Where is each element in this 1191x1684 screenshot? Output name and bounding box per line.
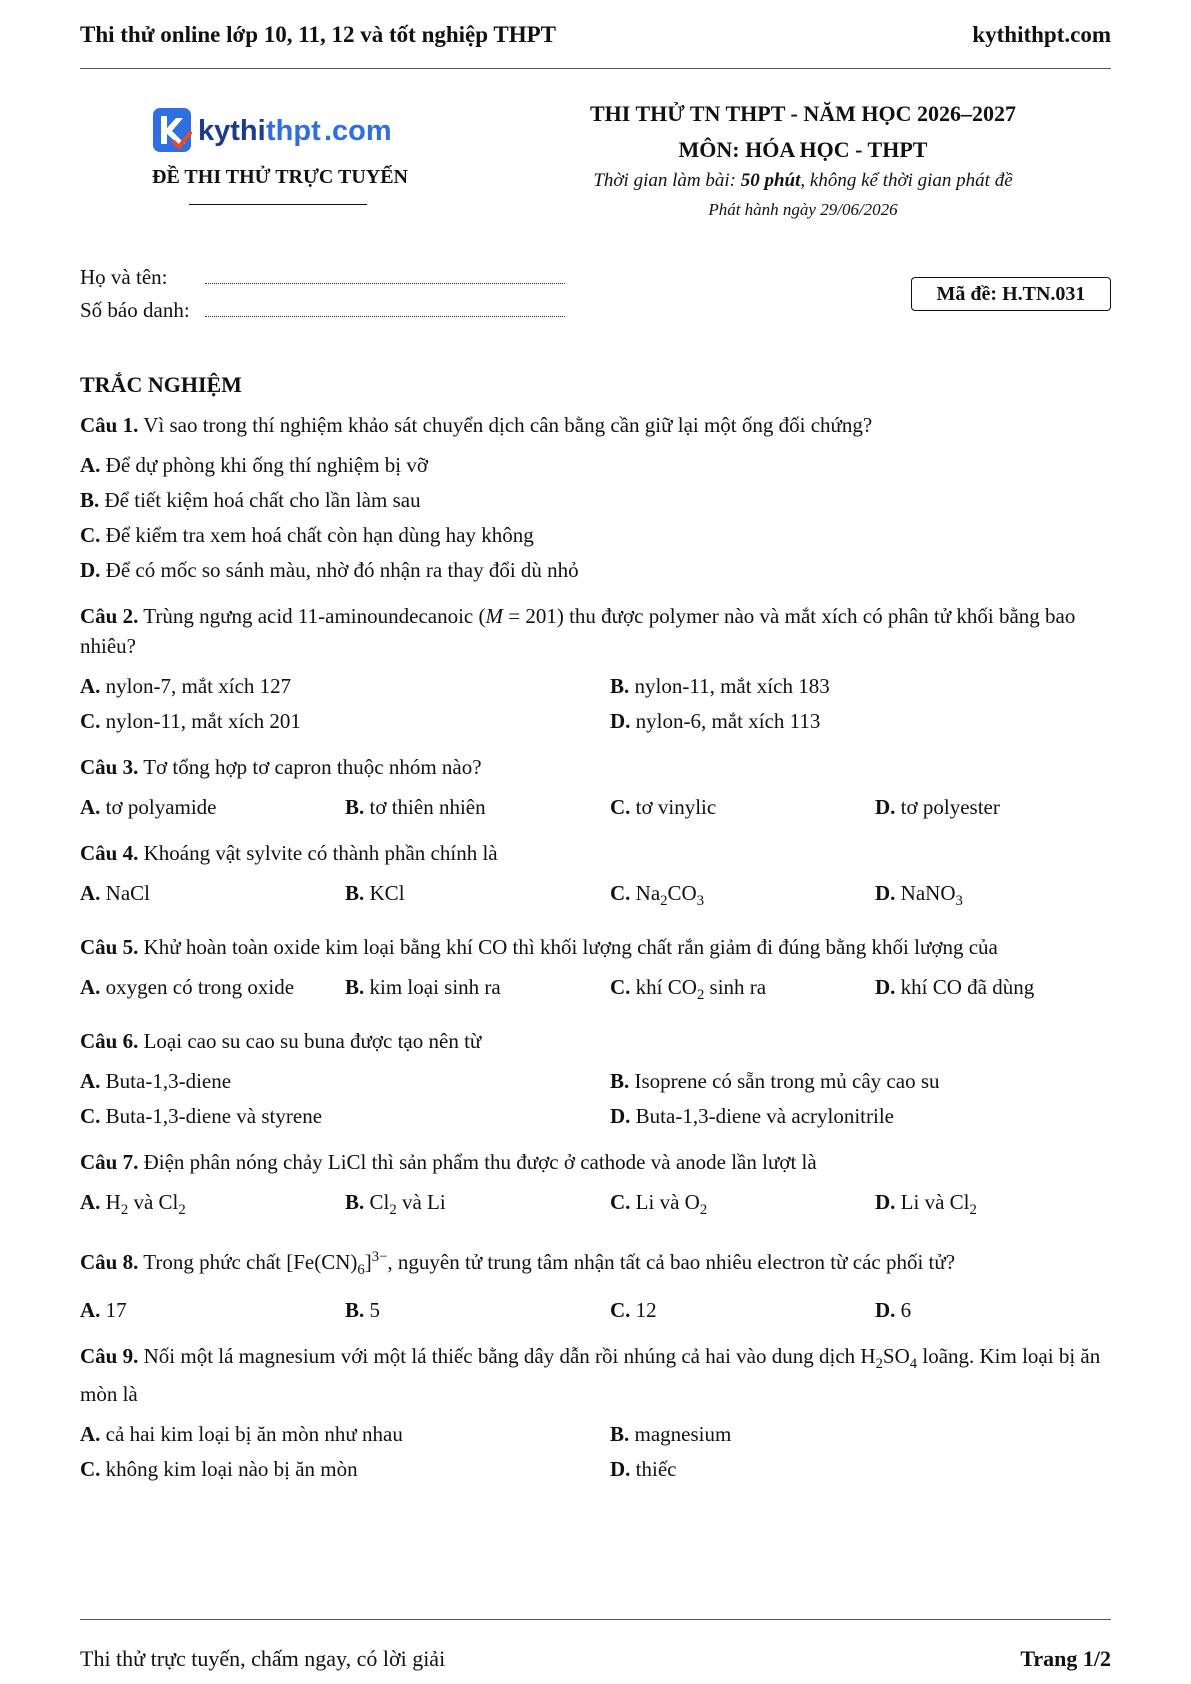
header-left-text: Thi thử online lớp 10, 11, 12 và tốt nghiệp THPT [80,22,556,47]
question-text: , nguyên tử trung tâm nhận tất cả bao nhiêu electron từ các phối tử? [387,1249,956,1274]
section-title: TRẮC NGHIỆM [80,372,242,397]
question-text: Tơ tổng hợp tơ capron thuộc nhóm nào? [143,755,482,779]
answer-option[interactable]: D. tơ polyester [875,795,1000,819]
question-number: Câu 4. [80,841,139,865]
footer-divider [80,1619,1111,1620]
question-list [80,410,1111,1500]
answer-option[interactable]: D. Để có mốc so sánh màu, nhờ đó nhận ra thay đổi dù nhỏ [80,558,579,582]
exam-duration [548,170,1058,192]
question-number: Câu 6. [80,1029,139,1054]
answer-option[interactable]: C. 12 [610,1297,657,1322]
answer-option[interactable]: D. 6 [875,1297,912,1322]
answer-option[interactable]: A. Để dự phòng khi ống thí nghiệm bị vỡ [80,453,428,477]
molar-mass-symbol: M [485,604,503,628]
answer-option[interactable]: C. Để kiểm tra xem hoá chất còn hạn dùng hay không [80,523,534,547]
answer-option[interactable]: B. KCl [345,881,405,905]
question-number: Câu 1. [80,413,139,437]
page-footer [80,1646,1111,1672]
question-text: Trùng ngưng acid 11-aminoundecanoic ( [143,604,486,628]
question-2 [80,601,1111,736]
question-9: Câu 9. Nối một lá magnesium với một lá thiếc bằng dây dẫn rồi nhúng cả hai vào dung dịch $H_2SO_4$ loãng. Kim loại bị ăn mòn là A. cả hai kim loại bị ăn mòn như nhau B. magnesium C. không kim loại nào bị ăn mòn D. thiếc [80,1341,1111,1484]
answer-option[interactable]: D. nylon-6, mắt xích 113 [610,709,821,733]
question-number: Câu 3. [80,755,139,779]
question-text: = 201) thu được polymer nào và mắt xích có phân tử khối bằng bao nhiêu? [80,604,1076,658]
site-logo [152,104,400,156]
answer-option[interactable]: D. khí CO đã dùng [875,975,1035,1000]
question-text: Khoáng vật sylvite có thành phần chính là [143,841,498,865]
answer-option[interactable]: D. NaNO$_3$ [875,881,963,910]
header-site-link[interactable]: kythithpt.com [972,22,1111,47]
subtitle-underline [189,204,367,205]
question-text: Khử hoàn toàn oxide kim loại bằng khí CO thì khối lượng chất rắn giảm đi đúng bằng khối lượng của [143,935,998,960]
question-7 [80,1147,1111,1225]
answer-option[interactable]: C. không kim loại nào bị ăn mòn [80,1456,358,1481]
answer-option[interactable]: A. cả hai kim loại bị ăn mòn như nhau [80,1421,403,1446]
answer-option[interactable]: C. $Na_2CO_3$ [610,881,705,910]
exam-type-subtitle: ĐỀ THI THỬ TRỰC TUYẾN [152,166,408,188]
answer-option[interactable]: B. Isoprene có sẵn trong mủ cây cao su [610,1069,940,1094]
exam-subject: MÔN: HÓA HỌC - THPT [678,137,928,162]
candidate-id-label: Số báo danh: [80,298,190,322]
question-text: Vì sao trong thí nghiệm khảo sát chuyển dịch cân bằng cần giữ lại một ống đối chứng? [143,413,873,437]
footer-tagline: Thi thử trực tuyến, chấm ngay, có lời giải [80,1646,446,1671]
question-8: Câu 8. Trong phức chất $[Fe(CN)_6]^{3-}$, nguyên tử trung tâm nhận tất cả bao nhiêu electron từ các phối tử? A. 17 B. 5 C. 12 D. 6 [80,1242,1111,1325]
answer-option[interactable]: B. tơ thiên nhiên [345,795,486,819]
answer-option[interactable]: C. Li và $O_2$ [610,1190,708,1219]
question-6 [80,1026,1111,1131]
answer-option[interactable]: C. tơ vinylic [610,795,717,819]
answer-option[interactable]: A. 17 [80,1297,127,1322]
question-text: loãng. Kim loại bị ăn mòn là [80,1343,1101,1406]
exam-title: THI THỬ TN THPT - NĂM HỌC 2026–2027 [590,101,1016,126]
question-3 [80,752,1111,822]
answer-option[interactable]: A. tơ polyamide [80,795,217,819]
header-divider [80,68,1111,69]
question-number: Câu 5. [80,935,139,960]
answer-option[interactable]: B. 5 [345,1297,381,1322]
exam-code-box: Mã đề: H.TN.031 [911,277,1111,311]
question-number: Câu 7. [80,1150,139,1175]
question-4 [80,838,1111,916]
answer-option[interactable]: B. kim loại sinh ra [345,975,501,1000]
answer-option[interactable]: A. Buta-1,3-diene [80,1069,232,1094]
answer-option[interactable]: C. nylon-11, mắt xích 201 [80,709,301,733]
question-text: Trong phức chất [Fe(CN) [143,1249,358,1274]
answer-option[interactable]: A. oxygen có trong oxide [80,975,295,1000]
answer-option[interactable]: B. Để tiết kiệm hoá chất cho lần làm sau [80,488,421,512]
question-text: Loại cao su cao su buna được tạo nên từ [143,1029,482,1054]
question-5 [80,932,1111,1010]
name-blank[interactable] [205,269,565,284]
page-number: Trang 1/2 [1020,1646,1111,1671]
answer-option[interactable]: C. khí $CO_2$ sinh ra [610,975,767,1004]
duration-suffix: , không kể thời gian phát đề [800,170,1013,191]
logo-text-accent: thpt [266,115,321,147]
question-text: Nối một lá magnesium với một lá thiếc bằng dây dẫn rồi nhúng cả hai vào dung dịch H [143,1343,876,1368]
answer-option[interactable]: A. $H_2$ và $Cl_2$ [80,1190,186,1219]
release-date: Phát hành ngày 29/06/2026 [708,200,898,219]
logo-text: kythi [198,115,266,147]
answer-option[interactable]: D. Buta-1,3-diene và acrylonitrile [610,1104,894,1129]
exam-title-block [548,96,1058,220]
candidate-id-field[interactable] [80,298,565,323]
name-label: Họ và tên: [80,265,168,289]
duration-prefix: Thời gian làm bài: [593,170,741,191]
answer-option[interactable]: A. nylon-7, mắt xích 127 [80,674,292,698]
question-number: Câu 9. [80,1343,139,1368]
answer-option[interactable]: D. Li và $Cl_2$ [875,1190,977,1219]
logo-text-suffix: .com [324,115,392,147]
answer-option[interactable]: A. NaCl [80,881,150,905]
answer-option[interactable]: B. $Cl_2$ và Li [345,1190,446,1219]
candidate-id-blank[interactable] [205,302,565,317]
question-number: Câu 2. [80,604,139,628]
answer-option[interactable]: D. thiếc [610,1456,677,1481]
answer-option[interactable]: B. nylon-11, mắt xích 183 [610,674,830,698]
question-text: Điện phân nóng chảy LiCl thì sản phẩm thu được ở cathode và anode lần lượt là [143,1150,817,1175]
running-header [80,22,1111,48]
duration-value: 50 phút [740,170,801,191]
answer-option[interactable]: C. Buta-1,3-diene và styrene [80,1104,323,1129]
name-field[interactable] [80,265,565,290]
logo-icon [152,104,400,156]
answer-option[interactable]: B. magnesium [610,1421,732,1446]
question-number: Câu 8. [80,1249,139,1274]
question-1 [80,410,1111,585]
